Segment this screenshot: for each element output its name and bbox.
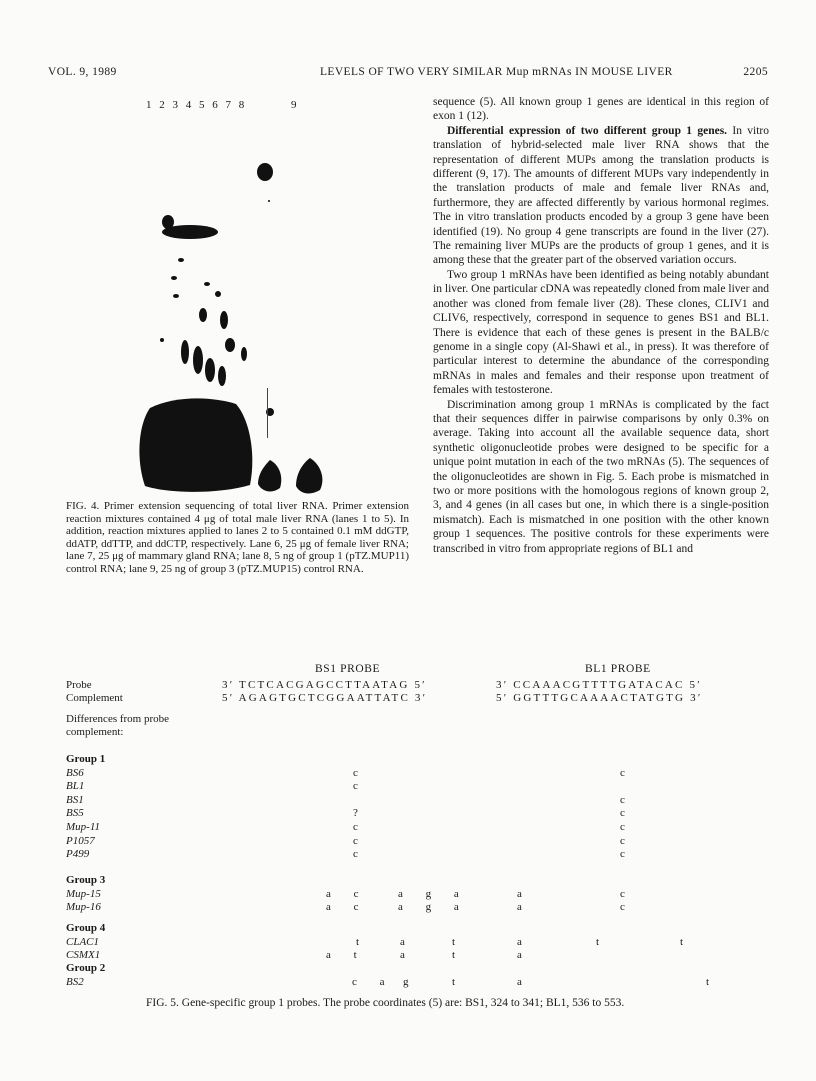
mismatch-mark: a t <box>326 949 367 962</box>
mismatch-mark: a g a <box>398 901 469 914</box>
mismatch-mark: g <box>403 975 419 988</box>
mismatch-mark: c <box>353 834 368 847</box>
mismatch-mark: c <box>353 766 368 779</box>
mismatch-mark: t <box>680 935 694 948</box>
mismatch-mark: c <box>353 821 368 833</box>
page-number: 2205 <box>743 66 768 78</box>
mismatch-mark: c <box>620 834 635 847</box>
bl1-complement-sequence: 5′ GGTTTGCAAAACTATGTG 3′ <box>496 692 703 704</box>
header-volume: VOL. 9, 1989 <box>48 66 117 78</box>
gene-name: CLAC1 <box>66 935 100 948</box>
gene-name: Mup-15 <box>66 887 101 900</box>
row-label-complement: Complement <box>66 692 123 704</box>
group-heading: Group 3 <box>66 874 106 886</box>
bl1-probe-sequence: 3′ CCAAACGTTTTGATACAC 5′ <box>496 679 702 691</box>
paragraph: sequence (5). All known group 1 genes are identical in this region of exon 1 (12). <box>433 96 769 123</box>
group-heading: Group 2 <box>66 962 106 974</box>
mismatch-mark: a <box>517 949 532 962</box>
mismatch-mark: a <box>517 935 532 948</box>
mismatch-mark: c <box>620 807 635 820</box>
paragraph: Two group 1 mRNAs have been identified as being notably abundant in liver. One particular cDNA was repeatedly cloned from male liver and another was cloned from female liver (28). These clones, CLIV1 and CLIV6, respectively, correspond in sequence to genes BS1 and BL1. There is evidence that each of these genes is present in the BALB/c genome in a single copy (Al-Shawi et al., in press). It was therefore of particular interest to determine the abundance of the corresponding mRNAs in males and females and their response upon treatment of females with testosterone. <box>433 268 769 397</box>
mismatch-mark: t <box>356 935 370 948</box>
differences-label-line1: Differences from probe <box>66 713 170 725</box>
lane-label-9: 9 <box>291 99 297 111</box>
bl1-probe-title: BL1 PROBE <box>585 663 651 675</box>
figure5-caption-text: Gene-specific group 1 probes. The probe coordinates (5) are: BS1, 324 to 341; BL1, 536 to 553. <box>181 997 625 1009</box>
mismatch-mark: c <box>620 901 635 914</box>
mismatch-mark: t <box>452 949 466 962</box>
mismatch-mark: a <box>517 887 532 900</box>
mismatch-mark: a c <box>326 901 369 914</box>
paragraph: Discrimination among group 1 mRNAs is complicated by the fact that their sequences differ in pairwise comparisons by only 0.3% on average. Taking into account all the available sequence data, short synthetic oligonucleotide probes were designed to be specific for a unique point mutation in each of the two mRNAs (5). The sequences of the oligonucleotides are shown in Fig. 5. Each probe is mismatched in two or more positions with the homologous regions of known group 2, 3, and 4 genes (in all cases but one, in which there is a single-position mismatch). Each is mismatched in one position with the other known group 1 sequences. The positive controls for these experiments were transcribed in vitro from appropriate regions of BL1 and <box>433 398 769 555</box>
figure4-caption-label: FIG. 4. <box>66 500 100 512</box>
mismatch-mark: c <box>620 766 635 779</box>
figure5-caption-label: FIG. 5. <box>146 997 179 1009</box>
mismatch-mark: t <box>452 935 466 948</box>
bs1-probe-title: BS1 PROBE <box>315 663 381 675</box>
gene-name: BS2 <box>66 975 84 988</box>
gene-name: CSMX1 <box>66 949 101 962</box>
mismatch-mark: c <box>353 848 368 861</box>
mismatch-mark: t <box>706 975 720 988</box>
mismatch-mark: a <box>517 975 532 988</box>
bs1-probe-sequence: 3′ TCTCACGAGCCTTAATAG 5′ <box>222 679 427 691</box>
mismatch-mark: c <box>620 848 635 861</box>
gene-name: BL1 <box>66 780 85 793</box>
mismatch-mark: a <box>400 935 415 948</box>
mismatch-mark: a <box>517 901 532 914</box>
group-heading: Group 4 <box>66 922 106 934</box>
mismatch-mark: a g a <box>398 887 469 900</box>
paragraph-body: In vitro translation of hybrid-selected male liver RNA shows that the representation of different MUPs among the translation products is different (9, 17). The amounts of different MUPs vary independently in the translation products of male and female liver RNAs and, furthermore, they are affected differently by various hormonal regimes. The in vitro translation products encoded by a group 3 gene have been identified (19). No group 4 gene transcripts are found in the liver (27). The remaining liver MUPs are the products of group 1 genes, and it is among these that the greater part of the observed variation occurs. <box>433 124 769 267</box>
gene-name: P1057 <box>66 834 95 847</box>
gene-name: BS5 <box>66 807 84 820</box>
gene-name: Mup-16 <box>66 901 101 914</box>
lane-labels-1-8: 1 2 3 4 5 6 7 8 <box>146 99 247 111</box>
figure5-caption <box>146 997 624 1009</box>
mismatch-mark: ? <box>353 807 368 820</box>
header-title: LEVELS OF TWO VERY SIMILAR Mup mRNAs IN MOUSE LIVER <box>320 66 673 78</box>
gene-name: BS6 <box>66 766 84 779</box>
gene-name: P499 <box>66 848 90 861</box>
mismatch-mark: a <box>400 949 415 962</box>
mismatch-mark: c <box>620 793 635 806</box>
differences-label-line2: complement: <box>66 726 124 738</box>
mismatch-mark: c <box>353 780 368 793</box>
mismatch-mark: c <box>620 887 635 900</box>
mismatch-mark: c a <box>352 975 395 988</box>
mismatch-mark: a c <box>326 887 369 900</box>
group-heading: Group 1 <box>66 753 106 765</box>
mismatch-mark: t <box>596 935 610 948</box>
mismatch-mark: c <box>620 821 635 833</box>
mismatch-mark: t <box>452 975 466 988</box>
gene-name: BS1 <box>66 793 84 806</box>
row-label-probe: Probe <box>66 679 92 691</box>
bs1-complement-sequence: 5′ AGAGTGCTCGGAATTATC 3′ <box>222 692 428 704</box>
figure4-caption-text: Primer extension sequencing of total liver RNA. Primer extension reaction mixtures contained 4 μg of total male liver RNA (lanes 1 to 5). In addition, reaction mixtures applied to lanes 2 to 5 contained 0.1 mM ddGTP, ddATP, ddTTP, and ddCTP, respectively. Lane 6, 25 μg of female liver RNA; lane 7, 25 μg of mammary gland RNA; lane 8, 5 ng of group 1 (pTZ.MUP11) control RNA; lane 9, 25 ng of group 3 (pTZ.MUP15) control RNA. <box>66 500 410 575</box>
section-heading: Differential expression of two different group 1 genes. <box>447 124 728 137</box>
gene-name: Mup-11 <box>66 821 101 833</box>
